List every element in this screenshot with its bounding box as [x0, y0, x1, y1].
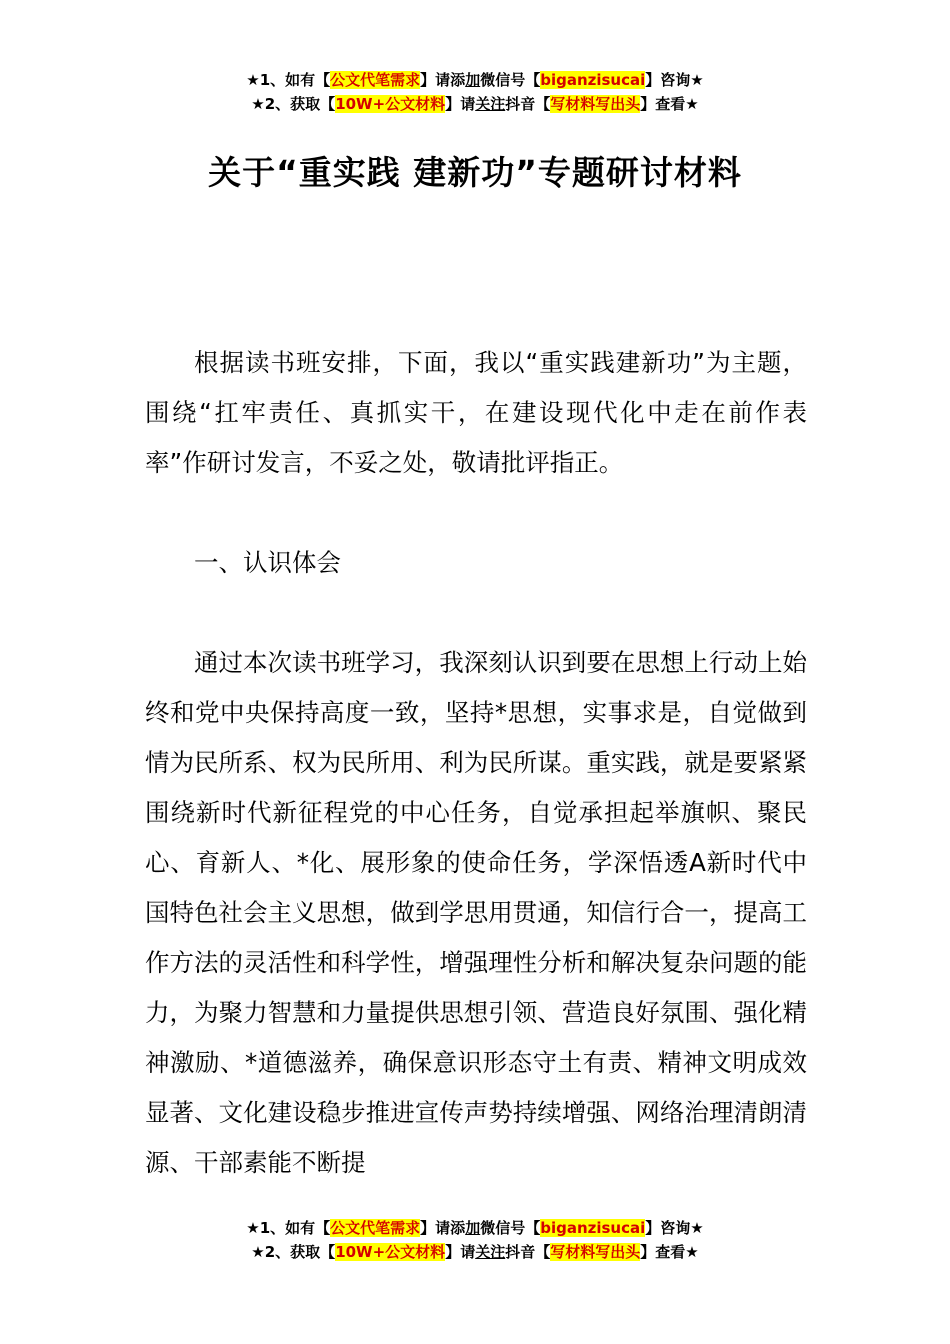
- banner-text: 】请: [445, 1243, 476, 1261]
- banner-text: 微信号【: [480, 71, 541, 89]
- banner-text: 抖音【: [505, 1243, 551, 1261]
- banner-text: ★1、如有【: [246, 1219, 331, 1237]
- banner-underline: 加: [465, 71, 481, 89]
- banner-underline: 关注: [475, 1243, 506, 1261]
- section-heading: [145, 538, 807, 588]
- intro-paragraph: [145, 338, 807, 488]
- banner-highlight: 公文代笔需求: [330, 71, 421, 89]
- bottom-banner: [0, 1216, 950, 1264]
- banner-text: 】咨询★: [645, 1219, 704, 1237]
- banner-text: ★1、如有【: [246, 71, 331, 89]
- banner-text: 】查看★: [640, 1243, 699, 1261]
- intro-text: 根据读书班安排，下面，我以“重实践建新功”为主题，围绕“扛牢责任、真抓实干，在建设现代化中走在前作表率”作研讨发言，不妥之处，敬请批评指正。: [145, 348, 807, 477]
- banner-text: 】请添: [420, 1219, 466, 1237]
- banner-highlight: 10W+公文材料: [335, 1243, 446, 1261]
- banner-highlight: 写材料写出头: [550, 1243, 641, 1261]
- section-heading-text: 一、认识体会: [194, 548, 341, 577]
- banner-text: 】咨询★: [645, 71, 704, 89]
- banner-line-1: [0, 68, 950, 92]
- banner-text: 】请添: [420, 71, 466, 89]
- banner-text: 】请: [445, 95, 476, 113]
- banner-highlight: biganzisucai: [540, 1219, 646, 1237]
- banner-highlight: biganzisucai: [540, 71, 646, 89]
- banner-highlight: 写材料写出头: [550, 95, 641, 113]
- banner-highlight: 10W+公文材料: [335, 95, 446, 113]
- banner-underline: 关注: [475, 95, 506, 113]
- banner-text: ★2、获取【: [251, 95, 336, 113]
- banner-text: 】查看★: [640, 95, 699, 113]
- top-banner: [0, 68, 950, 116]
- section-paragraph: [145, 638, 807, 1188]
- banner-highlight: 公文代笔需求: [330, 1219, 421, 1237]
- banner-text: 抖音【: [505, 95, 551, 113]
- banner-line-2: [0, 92, 950, 116]
- banner-line-1: [0, 1216, 950, 1240]
- banner-text: ★2、获取【: [251, 1243, 336, 1261]
- banner-underline: 加: [465, 1219, 481, 1237]
- document-title: 关于“重实践 建新功”专题研讨材料: [208, 153, 742, 192]
- section-paragraph-text: 通过本次读书班学习，我深刻认识到要在思想上行动上始终和党中央保持高度一致，坚持*思想，实事求是，自觉做到情为民所系、权为民所用、利为民所谋。重实践，就是要紧紧围绕新时代新征程党的中心任务，自觉承担起举旗帜、聚民心、育新人、*化、展形象的使命任务，学深悟透A新时代中国特色社会主义思想，做到学思用贯通，知信行合一，提高工作方法的灵活性和科学性，增强理性分析和解决复杂问题的能力，为聚力智慧和力量提供思想引领、营造良好氛围、强化精神激励、*道德滋养，确保意识形态守土有责、精神文明成效显著、文化建设稳步推进宣传声势持续增强、网络治理清朗清源、干部素能不断提: [145, 648, 807, 1177]
- banner-line-2: [0, 1240, 950, 1264]
- banner-text: 微信号【: [480, 1219, 541, 1237]
